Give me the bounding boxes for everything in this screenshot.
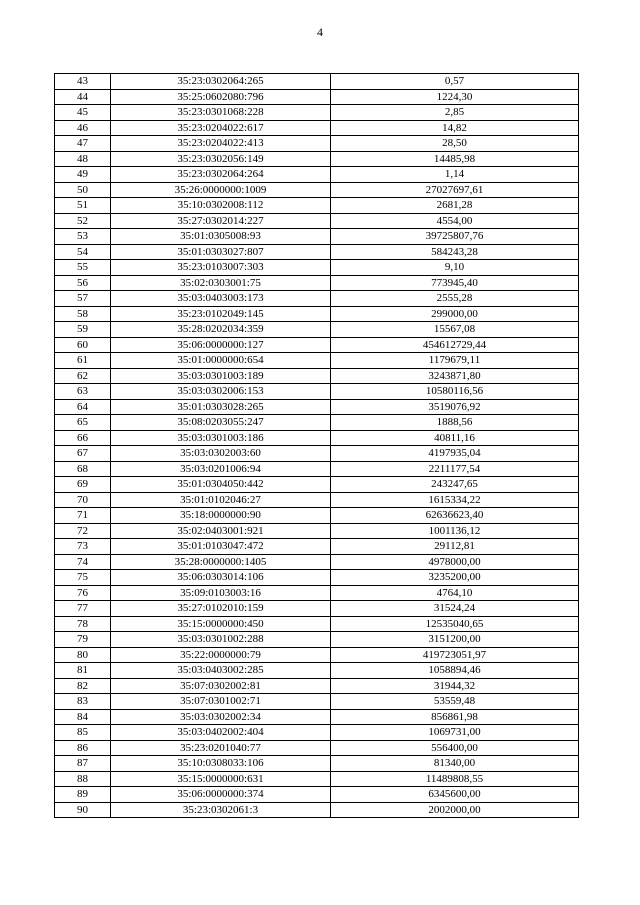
table-row	[55, 725, 579, 741]
cadastral-number-cell: 35:06:0303014:106	[111, 570, 331, 586]
table-row	[55, 399, 579, 415]
cadastral-number-cell: 35:18:0000000:90	[111, 508, 331, 524]
cadastral-number-cell: 35:01:0103047:472	[111, 539, 331, 555]
cadastral-number-cell: 35:27:0302014:227	[111, 213, 331, 229]
value-cell: 773945,40	[331, 275, 579, 291]
value-cell: 2681,28	[331, 198, 579, 214]
register-table	[54, 73, 579, 818]
table-row	[55, 322, 579, 338]
row-number-cell: 65	[55, 415, 111, 431]
row-number-cell: 53	[55, 229, 111, 245]
value-cell: 28,50	[331, 136, 579, 152]
cadastral-number-cell: 35:01:0304050:442	[111, 477, 331, 493]
row-number-cell: 79	[55, 632, 111, 648]
value-cell: 29112,81	[331, 539, 579, 555]
table-row	[55, 477, 579, 493]
table-row	[55, 709, 579, 725]
row-number-cell: 90	[55, 802, 111, 818]
table-row	[55, 492, 579, 508]
table-row	[55, 678, 579, 694]
row-number-cell: 86	[55, 740, 111, 756]
row-number-cell: 60	[55, 337, 111, 353]
value-cell: 454612729,44	[331, 337, 579, 353]
table-row	[55, 570, 579, 586]
cadastral-number-cell: 35:23:0204022:617	[111, 120, 331, 136]
row-number-cell: 49	[55, 167, 111, 183]
value-cell: 2555,28	[331, 291, 579, 307]
cadastral-number-cell: 35:15:0000000:631	[111, 771, 331, 787]
cadastral-number-cell: 35:03:0403003:173	[111, 291, 331, 307]
row-number-cell: 62	[55, 368, 111, 384]
row-number-cell: 88	[55, 771, 111, 787]
row-number-cell: 73	[55, 539, 111, 555]
row-number-cell: 47	[55, 136, 111, 152]
row-number-cell: 63	[55, 384, 111, 400]
value-cell: 62636623,40	[331, 508, 579, 524]
value-cell: 31524,24	[331, 601, 579, 617]
value-cell: 2002000,00	[331, 802, 579, 818]
value-cell: 1179679,11	[331, 353, 579, 369]
table-row	[55, 275, 579, 291]
cadastral-number-cell: 35:03:0403002:285	[111, 663, 331, 679]
page-number: 4	[317, 25, 323, 39]
value-cell: 15567,08	[331, 322, 579, 338]
table-row	[55, 353, 579, 369]
row-number-cell: 77	[55, 601, 111, 617]
value-cell: 1888,56	[331, 415, 579, 431]
value-cell: 2,85	[331, 105, 579, 121]
table-row	[55, 105, 579, 121]
cadastral-number-cell: 35:15:0000000:450	[111, 616, 331, 632]
table-row	[55, 415, 579, 431]
cadastral-number-cell: 35:25:0602080:796	[111, 89, 331, 105]
cadastral-number-cell: 35:26:0000000:1009	[111, 182, 331, 198]
value-cell: 4197935,04	[331, 446, 579, 462]
cadastral-number-cell: 35:03:0301003:189	[111, 368, 331, 384]
row-number-cell: 72	[55, 523, 111, 539]
value-cell: 53559,48	[331, 694, 579, 710]
row-number-cell: 46	[55, 120, 111, 136]
row-number-cell: 89	[55, 787, 111, 803]
table-row	[55, 120, 579, 136]
cadastral-number-cell: 35:23:0301068:228	[111, 105, 331, 121]
cadastral-number-cell: 35:07:0301002:71	[111, 694, 331, 710]
value-cell: 27027697,61	[331, 182, 579, 198]
cadastral-number-cell: 35:01:0303027:807	[111, 244, 331, 260]
table-row	[55, 802, 579, 818]
row-number-cell: 71	[55, 508, 111, 524]
table-row	[55, 384, 579, 400]
row-number-cell: 76	[55, 585, 111, 601]
value-cell: 4764,10	[331, 585, 579, 601]
row-number-cell: 84	[55, 709, 111, 725]
cadastral-number-cell: 35:23:0103007:303	[111, 260, 331, 276]
cadastral-number-cell: 35:03:0302006:153	[111, 384, 331, 400]
row-number-cell: 52	[55, 213, 111, 229]
value-cell: 1,14	[331, 167, 579, 183]
table-row	[55, 632, 579, 648]
cadastral-number-cell: 35:28:0202034:359	[111, 322, 331, 338]
value-cell: 39725807,76	[331, 229, 579, 245]
row-number-cell: 74	[55, 554, 111, 570]
cadastral-number-cell: 35:23:0302064:265	[111, 74, 331, 90]
value-cell: 1224,30	[331, 89, 579, 105]
cadastral-number-cell: 35:01:0303028:265	[111, 399, 331, 415]
cadastral-number-cell: 35:01:0102046:27	[111, 492, 331, 508]
table-row	[55, 554, 579, 570]
value-cell: 10580116,56	[331, 384, 579, 400]
row-number-cell: 75	[55, 570, 111, 586]
cadastral-number-cell: 35:03:0302003:60	[111, 446, 331, 462]
value-cell: 14,82	[331, 120, 579, 136]
row-number-cell: 56	[55, 275, 111, 291]
cadastral-number-cell: 35:27:0102010:159	[111, 601, 331, 617]
value-cell: 12535040,65	[331, 616, 579, 632]
cadastral-number-cell: 35:03:0301002:288	[111, 632, 331, 648]
row-number-cell: 51	[55, 198, 111, 214]
row-number-cell: 48	[55, 151, 111, 167]
cadastral-number-cell: 35:23:0302056:149	[111, 151, 331, 167]
cadastral-number-cell: 35:06:0000000:374	[111, 787, 331, 803]
cadastral-number-cell: 35:02:0303001:75	[111, 275, 331, 291]
table-row	[55, 167, 579, 183]
value-cell: 3235200,00	[331, 570, 579, 586]
value-cell: 856861,98	[331, 709, 579, 725]
value-cell: 40811,16	[331, 430, 579, 446]
table-row	[55, 601, 579, 617]
row-number-cell: 57	[55, 291, 111, 307]
value-cell: 2211177,54	[331, 461, 579, 477]
table-row	[55, 663, 579, 679]
row-number-cell: 80	[55, 647, 111, 663]
table-row	[55, 787, 579, 803]
row-number-cell: 59	[55, 322, 111, 338]
cadastral-number-cell: 35:06:0000000:127	[111, 337, 331, 353]
row-number-cell: 61	[55, 353, 111, 369]
table-row	[55, 213, 579, 229]
table-row	[55, 74, 579, 90]
value-cell: 3519076,92	[331, 399, 579, 415]
table-row	[55, 756, 579, 772]
table-row	[55, 771, 579, 787]
table-row	[55, 368, 579, 384]
value-cell: 81340,00	[331, 756, 579, 772]
table-row	[55, 244, 579, 260]
row-number-cell: 83	[55, 694, 111, 710]
table-row	[55, 508, 579, 524]
row-number-cell: 45	[55, 105, 111, 121]
cadastral-number-cell: 35:02:0403001:921	[111, 523, 331, 539]
row-number-cell: 58	[55, 306, 111, 322]
value-cell: 299000,00	[331, 306, 579, 322]
cadastral-number-cell: 35:03:0201006:94	[111, 461, 331, 477]
table-row	[55, 446, 579, 462]
cadastral-number-cell: 35:23:0201040:77	[111, 740, 331, 756]
value-cell: 243247,65	[331, 477, 579, 493]
cadastral-number-cell: 35:23:0302064:264	[111, 167, 331, 183]
value-cell: 1615334,22	[331, 492, 579, 508]
table-row	[55, 523, 579, 539]
table-row	[55, 89, 579, 105]
row-number-cell: 66	[55, 430, 111, 446]
row-number-cell: 67	[55, 446, 111, 462]
cadastral-number-cell: 35:10:0302008:112	[111, 198, 331, 214]
cadastral-number-cell: 35:01:0000000:654	[111, 353, 331, 369]
table-row	[55, 151, 579, 167]
row-number-cell: 64	[55, 399, 111, 415]
table-row	[55, 740, 579, 756]
register-table-body	[55, 74, 579, 818]
row-number-cell: 68	[55, 461, 111, 477]
cadastral-number-cell: 35:23:0302061:3	[111, 802, 331, 818]
value-cell: 0,57	[331, 74, 579, 90]
table-row	[55, 136, 579, 152]
row-number-cell: 81	[55, 663, 111, 679]
cadastral-number-cell: 35:23:0204022:413	[111, 136, 331, 152]
row-number-cell: 78	[55, 616, 111, 632]
table-row	[55, 616, 579, 632]
value-cell: 419723051,97	[331, 647, 579, 663]
value-cell: 1001136,12	[331, 523, 579, 539]
table-row	[55, 337, 579, 353]
value-cell: 9,10	[331, 260, 579, 276]
row-number-cell: 69	[55, 477, 111, 493]
table-row	[55, 229, 579, 245]
table-row	[55, 291, 579, 307]
value-cell: 3243871,80	[331, 368, 579, 384]
table-row	[55, 694, 579, 710]
row-number-cell: 82	[55, 678, 111, 694]
cadastral-number-cell: 35:03:0302002:34	[111, 709, 331, 725]
cadastral-number-cell: 35:03:0402002:404	[111, 725, 331, 741]
table-row	[55, 539, 579, 555]
cadastral-number-cell: 35:22:0000000:79	[111, 647, 331, 663]
row-number-cell: 55	[55, 260, 111, 276]
table-row	[55, 461, 579, 477]
table-row	[55, 182, 579, 198]
value-cell: 1058894,46	[331, 663, 579, 679]
cadastral-number-cell: 35:09:0103003:16	[111, 585, 331, 601]
cadastral-number-cell: 35:03:0301003:186	[111, 430, 331, 446]
table-row	[55, 430, 579, 446]
row-number-cell: 50	[55, 182, 111, 198]
cadastral-number-cell: 35:07:0302002:81	[111, 678, 331, 694]
value-cell: 3151200,00	[331, 632, 579, 648]
value-cell: 584243,28	[331, 244, 579, 260]
value-cell: 4554,00	[331, 213, 579, 229]
cadastral-number-cell: 35:10:0308033:106	[111, 756, 331, 772]
value-cell: 556400,00	[331, 740, 579, 756]
cadastral-number-cell: 35:23:0102049:145	[111, 306, 331, 322]
row-number-cell: 85	[55, 725, 111, 741]
table-row	[55, 647, 579, 663]
cadastral-number-cell: 35:28:0000000:1405	[111, 554, 331, 570]
value-cell: 14485,98	[331, 151, 579, 167]
table-row	[55, 306, 579, 322]
row-number-cell: 54	[55, 244, 111, 260]
value-cell: 11489808,55	[331, 771, 579, 787]
row-number-cell: 43	[55, 74, 111, 90]
cadastral-number-cell: 35:08:0203055:247	[111, 415, 331, 431]
value-cell: 1069731,00	[331, 725, 579, 741]
cadastral-number-cell: 35:01:0305008:93	[111, 229, 331, 245]
row-number-cell: 44	[55, 89, 111, 105]
value-cell: 31944,32	[331, 678, 579, 694]
row-number-cell: 70	[55, 492, 111, 508]
row-number-cell: 87	[55, 756, 111, 772]
value-cell: 4978000,00	[331, 554, 579, 570]
table-row	[55, 585, 579, 601]
table-row	[55, 198, 579, 214]
table-row	[55, 260, 579, 276]
value-cell: 6345600,00	[331, 787, 579, 803]
